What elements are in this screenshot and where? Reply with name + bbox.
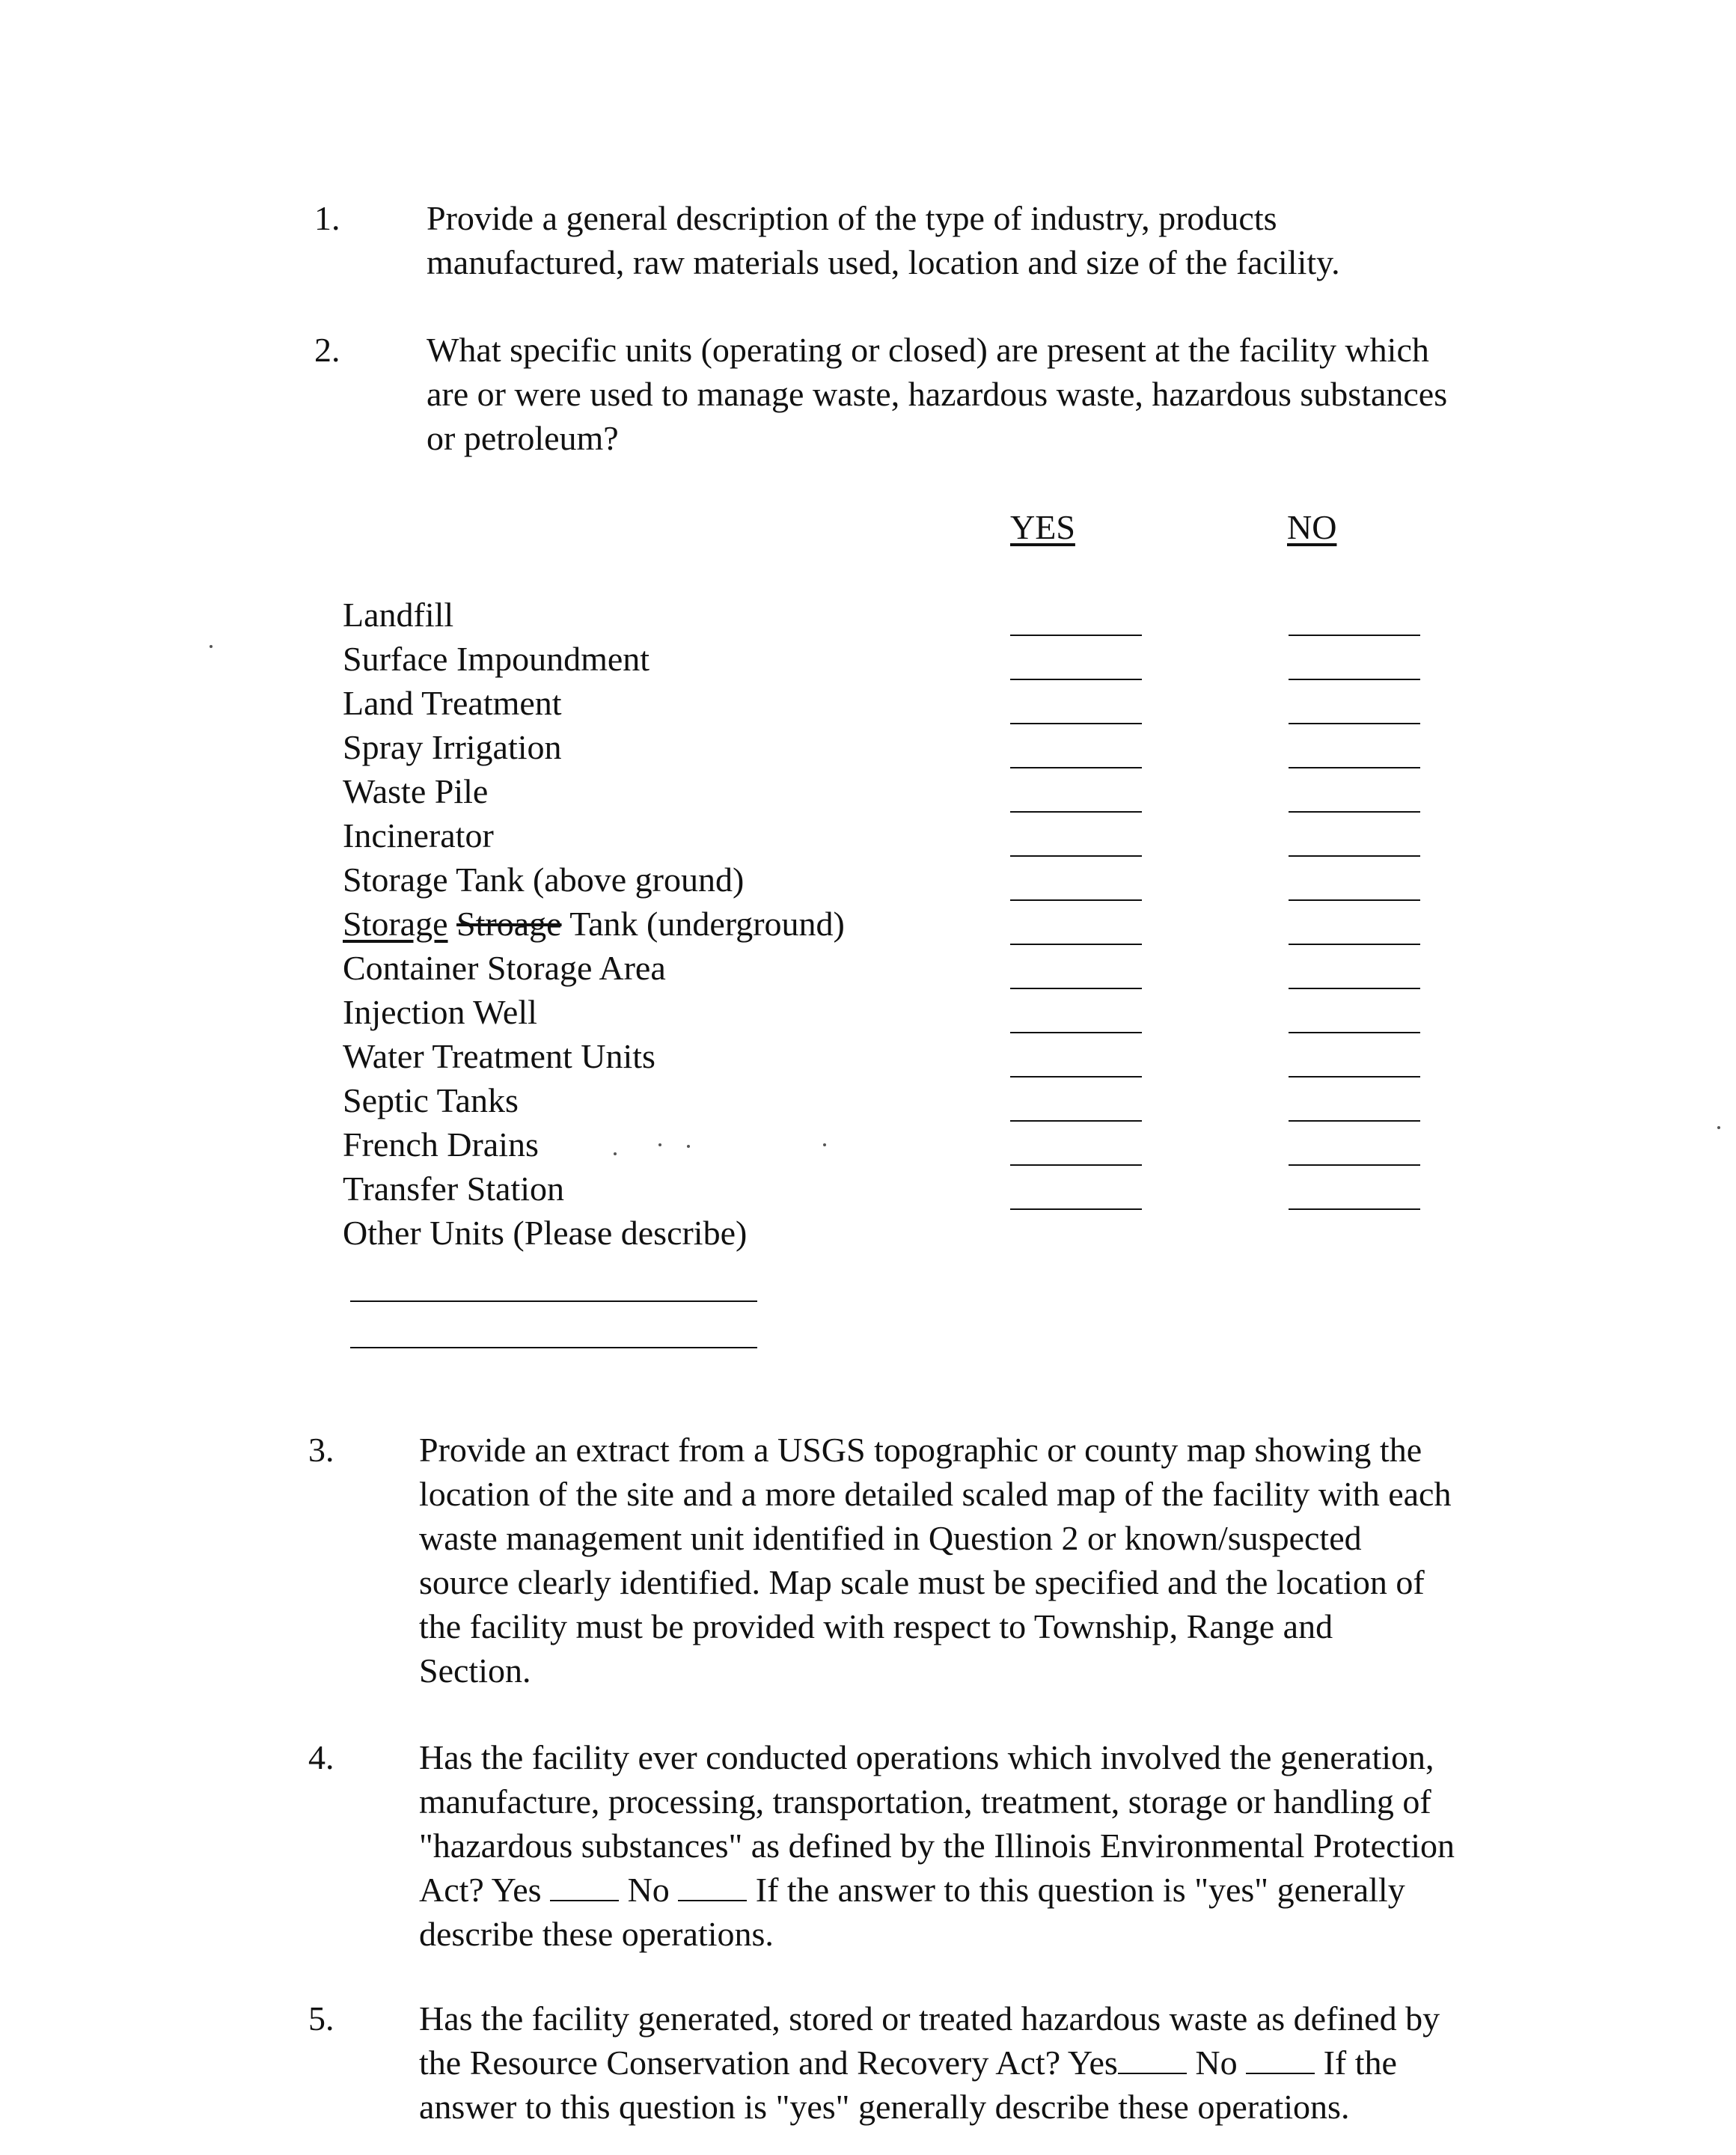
unit-label: Spray Irrigation	[343, 728, 562, 766]
unit-row-transfer-station	[343, 1167, 845, 1211]
unit-row-surface-impoundment	[343, 637, 845, 681]
unit-row-french-drains	[343, 1122, 845, 1167]
unit-label: Septic Tanks	[343, 1081, 519, 1119]
unit-row-septic-tanks	[343, 1078, 845, 1122]
question-line: "hazardous substances" as defined by the Illinois Environmental Protection	[419, 1827, 1455, 1865]
q5-no-blank[interactable]	[1246, 2043, 1315, 2074]
no-answer-blank[interactable]	[1289, 811, 1420, 813]
unit-label: French Drains	[343, 1125, 539, 1164]
question-line: Provide a general description of the type of industry, products	[427, 199, 1277, 237]
no-answer-blank[interactable]	[1289, 944, 1420, 945]
other-units-describe-field[interactable]	[350, 1300, 757, 1302]
question-5	[308, 1996, 1595, 2139]
yes-answer-blank[interactable]	[1010, 767, 1142, 768]
question-line: location of the site and a more detailed scaled map of the facility with each	[419, 1475, 1452, 1513]
unit-row-landfill	[343, 593, 845, 637]
no-answer-blank[interactable]	[1289, 1164, 1420, 1166]
unit-row-water-treatment	[343, 1034, 845, 1078]
question-2	[314, 328, 1586, 470]
yes-answer-blank[interactable]	[1010, 723, 1142, 724]
yes-answer-blank[interactable]	[1010, 1032, 1142, 1033]
question-line: Provide an extract from a USGS topographic or county map showing the	[419, 1431, 1422, 1469]
question-line: Section.	[419, 1651, 531, 1690]
question-number: 3.	[308, 1431, 334, 1469]
yes-column-header: YES	[1010, 508, 1075, 546]
yes-answer-blank[interactable]	[1010, 635, 1142, 636]
no-answer-blank[interactable]	[1289, 988, 1420, 989]
no-answer-blank[interactable]	[1289, 899, 1420, 901]
unit-label: Transfer Station	[343, 1170, 565, 1208]
unit-row-injection-well	[343, 990, 845, 1034]
question-line: manufactured, raw materials used, location and size of the facility.	[427, 243, 1340, 281]
scan-speck	[823, 1143, 826, 1146]
question-line: describe these operations.	[419, 1915, 774, 1953]
question-line: waste management unit identified in Question 2 or known/suspected	[419, 1519, 1362, 1557]
no-label: No	[627, 1871, 670, 1909]
units-list	[343, 593, 845, 1255]
no-label: No	[1195, 2044, 1238, 2082]
unit-row-incinerator	[343, 813, 845, 858]
yes-answer-blank[interactable]	[1010, 899, 1142, 901]
unit-label: Injection Well	[343, 993, 537, 1031]
unit-label: Land Treatment	[343, 684, 562, 722]
question-line	[419, 1868, 1455, 1912]
question-number: 1.	[314, 199, 340, 237]
no-answer-blank[interactable]	[1289, 1032, 1420, 1033]
yes-label: Act? Yes	[419, 1871, 542, 1909]
yes-answer-blank[interactable]	[1010, 811, 1142, 813]
question-line	[419, 2041, 1440, 2085]
unit-row-storage-tank-above	[343, 858, 845, 902]
unit-label: Incinerator	[343, 816, 494, 855]
question-line: source clearly identified. Map scale must be specified and the location of	[419, 1563, 1425, 1601]
unit-row-spray-irrigation	[343, 725, 845, 769]
question-number: 2.	[314, 331, 340, 369]
answer-instruction: If the answer to this question is "yes" generally	[755, 1871, 1405, 1909]
question-text	[427, 196, 1340, 284]
yes-answer-blank[interactable]	[1010, 855, 1142, 857]
yes-answer-blank[interactable]	[1010, 1164, 1142, 1166]
unit-label: Water Treatment Units	[343, 1037, 655, 1075]
q5-yes-blank[interactable]	[1118, 2043, 1187, 2074]
unit-row-other-units	[343, 1211, 845, 1255]
unit-row-container-storage	[343, 946, 845, 990]
unit-label: Storage Tank (above ground)	[343, 861, 745, 899]
question-line: answer to this question is "yes" generally describe these operations.	[419, 2088, 1350, 2126]
question-line: manufacture, processing, transportation, treatment, storage or handling of	[419, 1782, 1431, 1821]
q4-yes-blank[interactable]	[550, 1870, 619, 1901]
scan-speck	[614, 1152, 617, 1155]
question-text	[419, 1428, 1451, 1693]
scan-speck	[658, 1143, 661, 1146]
unit-label: Container Storage Area	[343, 949, 666, 987]
yes-answer-blank[interactable]	[1010, 679, 1142, 680]
unit-row-land-treatment	[343, 681, 845, 725]
question-line: are or were used to manage waste, hazardous waste, hazardous substances	[427, 375, 1448, 413]
no-answer-blank[interactable]	[1289, 855, 1420, 857]
question-line: the facility must be provided with respect to Township, Range and	[419, 1607, 1333, 1645]
yes-answer-blank[interactable]	[1010, 1120, 1142, 1122]
no-answer-blank[interactable]	[1289, 767, 1420, 768]
unit-label: Tank (underground)	[569, 905, 845, 943]
question-4	[308, 1735, 1595, 1960]
unit-label: Surface Impoundment	[343, 640, 650, 678]
question-line: or petroleum?	[427, 419, 619, 457]
struck-text: Stroage	[456, 905, 562, 943]
question-text	[419, 1996, 1440, 2129]
question-line: Has the facility generated, stored or treated hazardous waste as defined by	[419, 1999, 1440, 2038]
unit-row-storage-tank-underground	[343, 902, 845, 946]
unit-label: Waste Pile	[343, 772, 489, 810]
yes-answer-blank[interactable]	[1010, 944, 1142, 945]
other-units-describe-field[interactable]	[350, 1347, 757, 1348]
unit-label: Landfill	[343, 596, 454, 634]
question-text	[427, 328, 1447, 460]
yes-answer-blank[interactable]	[1010, 1076, 1142, 1078]
no-answer-blank[interactable]	[1289, 1120, 1420, 1122]
scan-speck	[210, 645, 213, 648]
question-line: What specific units (operating or closed) are present at the facility which	[427, 331, 1429, 369]
question-1	[314, 196, 1586, 293]
scan-speck	[1717, 1126, 1720, 1129]
scan-speck	[687, 1145, 690, 1148]
question-3	[308, 1428, 1595, 1697]
question-number: 5.	[308, 1999, 334, 2038]
no-answer-blank[interactable]	[1289, 1208, 1420, 1210]
no-answer-blank[interactable]	[1289, 635, 1420, 636]
no-column-header: NO	[1287, 508, 1337, 546]
question-line: Has the facility ever conducted operations which involved the generation,	[419, 1738, 1434, 1776]
yes-label: the Resource Conservation and Recovery Act? Yes	[419, 2044, 1118, 2082]
no-answer-blank[interactable]	[1289, 723, 1420, 724]
unit-row-waste-pile	[343, 769, 845, 813]
yes-answer-blank[interactable]	[1010, 1208, 1142, 1210]
no-answer-blank[interactable]	[1289, 1076, 1420, 1078]
inserted-text: Storage	[343, 905, 448, 943]
question-number: 4.	[308, 1738, 334, 1776]
answer-instruction: If the	[1323, 2044, 1397, 2082]
no-answer-blank[interactable]	[1289, 679, 1420, 680]
q4-no-blank[interactable]	[678, 1870, 747, 1901]
yes-answer-blank[interactable]	[1010, 988, 1142, 989]
unit-label: Other Units (Please describe)	[343, 1214, 748, 1252]
question-text	[419, 1735, 1455, 1956]
